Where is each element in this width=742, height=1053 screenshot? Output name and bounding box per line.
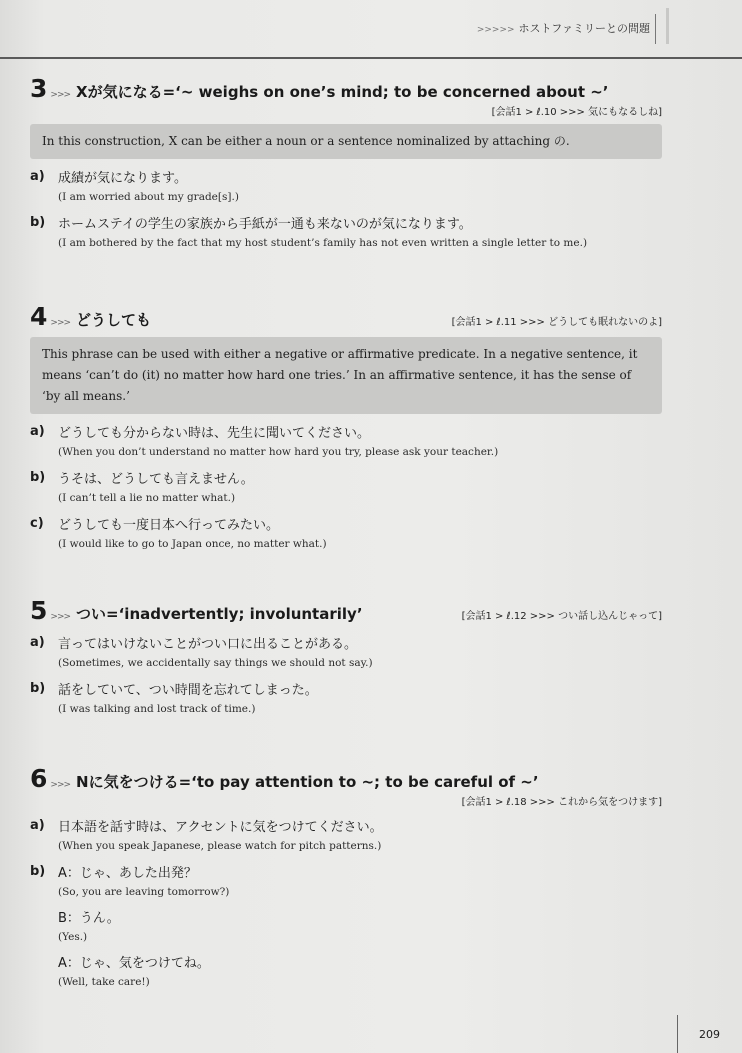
section-4 [30,302,662,552]
section-3 [30,74,662,251]
example-japanese: ホームステイの学生の家族から手紙が一通も来ないのが気になります。 [58,217,472,232]
example-japanese: どうしても分からない時は、先生に聞いてください。 [58,426,371,441]
example-label: a) [30,169,45,184]
section-number: 6 [30,764,48,793]
running-header [477,20,650,36]
section-arrows: >>> [50,90,71,100]
section-title [30,596,662,625]
example-label: b) [30,215,46,230]
section-arrows: >>> [50,780,71,790]
dialogue-reference: [会話1 > ℓ.12 >>> つい話し込んじゃって] [461,611,662,622]
example-label: b) [30,470,46,485]
example-translation: (Sometimes, we accidentally say things we should not say.) [58,657,373,669]
header-decoration [666,8,669,44]
section-arrows: >>> [50,612,71,622]
example-b [30,470,662,506]
example-c [30,516,662,552]
section-heading: つい=‘inadvertently; involuntarily’ [76,605,363,623]
dialogue-line [58,954,662,990]
section-number: 3 [30,74,48,103]
example-label: c) [30,516,44,531]
example-a [30,818,662,854]
section-heading: Xが気になる=‘~ weighs on one’s mind; to be concerned about ~’ [76,83,609,101]
example-translation: (I am worried about my grade[s].) [58,191,239,203]
header-title: ホストファミリーとの問題 [518,22,650,35]
example-label: a) [30,818,45,833]
section-number: 5 [30,596,48,625]
example-b [30,681,662,717]
dialogue-translation: (So, you are leaving tomorrow?) [58,886,230,898]
example-translation: (When you speak Japanese, please watch for pitch patterns.) [58,840,382,852]
example-a [30,635,662,671]
example-translation: (When you don’t understand no matter how hard you try, please ask your teacher.) [58,446,499,458]
dialogue-line [58,909,662,945]
dialogue-japanese: B：うん。 [58,911,120,926]
example-label: a) [30,424,45,439]
example-b-dialogue [30,864,662,990]
dialogue-line [58,864,662,900]
header-divider [655,14,656,44]
grammar-note: This phrase can be used with either a negative or affirmative predicate. In a negative sentence, it means ‘can’t do (it) no matter how hard one tries.’ In an affirmative sentence, it has the sense of ‘by all means.’ [30,337,662,414]
example-a [30,424,662,460]
example-label: a) [30,635,45,650]
example-japanese: どうしても一度日本へ行ってみたい。 [58,518,280,533]
example-japanese: 成績が気になります。 [58,171,187,186]
dialogue-translation: (Yes.) [58,931,88,943]
example-a [30,169,662,205]
example-label: b) [30,681,46,696]
dialogue-reference: [会話1 > ℓ.10 >>> 気にもなるしね] [491,107,662,118]
header-rule [0,57,742,59]
example-translation: (I would like to go to Japan once, no matter what.) [58,538,327,550]
header-arrows: >>>>> [476,25,515,35]
section-6 [30,764,662,990]
section-title [30,302,662,331]
dialogue-translation: (Well, take care!) [58,976,150,988]
example-japanese: 日本語を話す時は、アクセントに気をつけてください。 [58,820,383,835]
example-translation: (I am bothered by the fact that my host student’s family has not even written a single letter to me.) [58,237,588,249]
example-translation: (I was talking and lost track of time.) [58,703,256,715]
section-heading: Nに気をつける=‘to pay attention to ~; to be careful of ~’ [76,773,539,791]
footer-divider [677,1015,678,1053]
example-japanese: うそは、どうしても言えません。 [58,472,254,487]
section-number: 4 [30,302,48,331]
example-translation: (I can’t tell a lie no matter what.) [58,492,236,504]
example-japanese: 話をしていて、つい時間を忘れてしまった。 [58,683,318,698]
example-b [30,215,662,251]
section-heading: どうしても [76,311,152,329]
section-title [30,74,662,103]
example-label: b) [30,864,46,879]
dialogue-reference: [会話1 > ℓ.11 >>> どうしても眠れないのよ] [451,317,662,328]
dialogue-japanese: A：じゃ、気をつけてね。 [58,956,210,971]
dialogue-japanese: A：じゃ、あした出発？ [58,866,197,881]
grammar-note: In this construction, X can be either a noun or a sentence nominalized by attaching の. [30,124,662,159]
section-arrows: >>> [50,318,71,328]
page-number: 209 [699,1028,720,1041]
example-japanese: 言ってはいけないことがつい口に出ることがある。 [58,637,358,652]
section-title [30,764,662,793]
section-5 [30,596,662,717]
dialogue-reference: [会話1 > ℓ.18 >>> これから気をつけます] [461,797,662,808]
